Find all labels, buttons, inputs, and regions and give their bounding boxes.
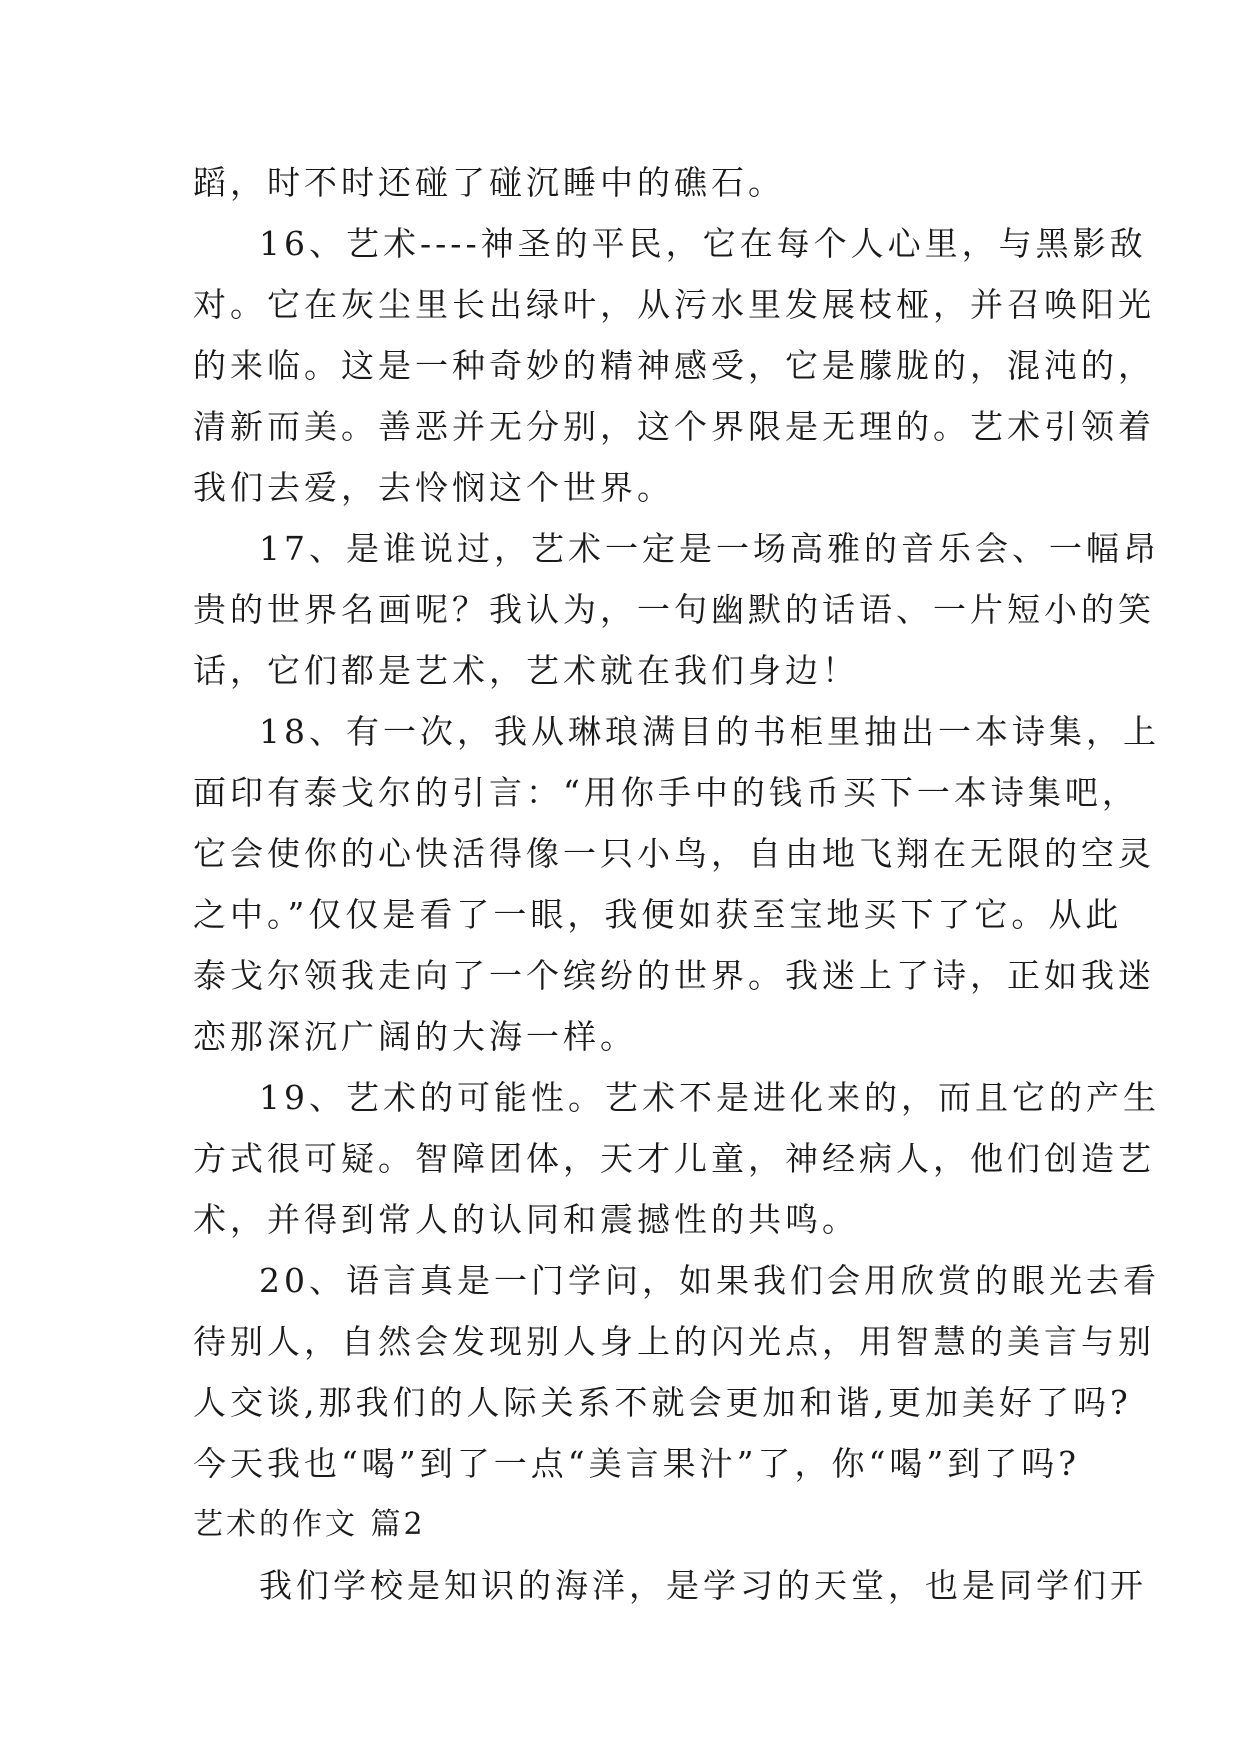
- paragraph-18-start: 18、有一次，我从琳琅满目的书柜里抽出一本诗集，上: [259, 712, 1160, 751]
- text-line: 今天我也“喝”到了一点“美言果汁”了，你“喝”到了吗?: [193, 1444, 1080, 1483]
- section-heading: 艺术的作文 篇2: [193, 1507, 426, 1542]
- text-line: 蹈，时不时还碰了碰沉睡中的礁石。: [193, 163, 785, 202]
- paragraph-20-start: 20、语言真是一门学问，如果我们会用欣赏的眼光去看: [259, 1261, 1160, 1300]
- text-line: 泰戈尔领我走向了一个缤纷的世界。我迷上了诗，正如我迷: [193, 956, 1155, 995]
- text-line: 的来临。这是一种奇妙的精神感受，它是朦胧的，混沌的，: [193, 346, 1155, 385]
- text-line: 之中。”仅仅是看了一眼，我便如获至宝地买下了它。从此: [193, 895, 1123, 934]
- paragraph-16-start: 16、艺术----神圣的平民，它在每个人心里，与黑影敌: [259, 224, 1147, 263]
- text-line: 清新而美。善恶并无分别，这个界限是无理的。艺术引领着: [193, 407, 1155, 446]
- text-line: 对。它在灰尘里长出绿叶，从污水里发展枝桠，并召唤阳光: [193, 285, 1155, 324]
- text-line: 话，它们都是艺术，艺术就在我们身边！: [193, 651, 859, 690]
- text-line: 我们去爱，去怜悯这个世界。: [193, 468, 674, 507]
- paragraph-17-start: 17、是谁说过，艺术一定是一场高雅的音乐会、一幅昂: [259, 529, 1160, 568]
- paragraph-start: 我们学校是知识的海洋，是学习的天堂，也是同学们开: [259, 1566, 1147, 1605]
- body-text: [193, 152, 1160, 1616]
- paragraph-19-start: 19、艺术的可能性。艺术不是进化来的，而且它的产生: [259, 1078, 1160, 1117]
- text-line: 术，并得到常人的认同和震撼性的共鸣。: [193, 1200, 859, 1239]
- text-line: 待别人，自然会发现别人身上的闪光点，用智慧的美言与别: [193, 1322, 1155, 1361]
- text-line: 恋那深沉广阔的大海一样。: [193, 1017, 637, 1056]
- text-line: 贵的世界名画呢？我认为，一句幽默的话语、一片短小的笑: [193, 590, 1155, 629]
- text-line: 人交谈,那我们的人际关系不就会更加和谐,更加美好了吗?: [193, 1383, 1132, 1422]
- text-line: 它会使你的心快活得像一只小鸟，自由地飞翔在无限的空灵: [193, 834, 1155, 873]
- text-line: 方式很可疑。智障团体，天才儿童，神经病人，他们创造艺: [193, 1139, 1155, 1178]
- text-line: 面印有泰戈尔的引言：“用你手中的钱币买下一本诗集吧，: [193, 773, 1139, 812]
